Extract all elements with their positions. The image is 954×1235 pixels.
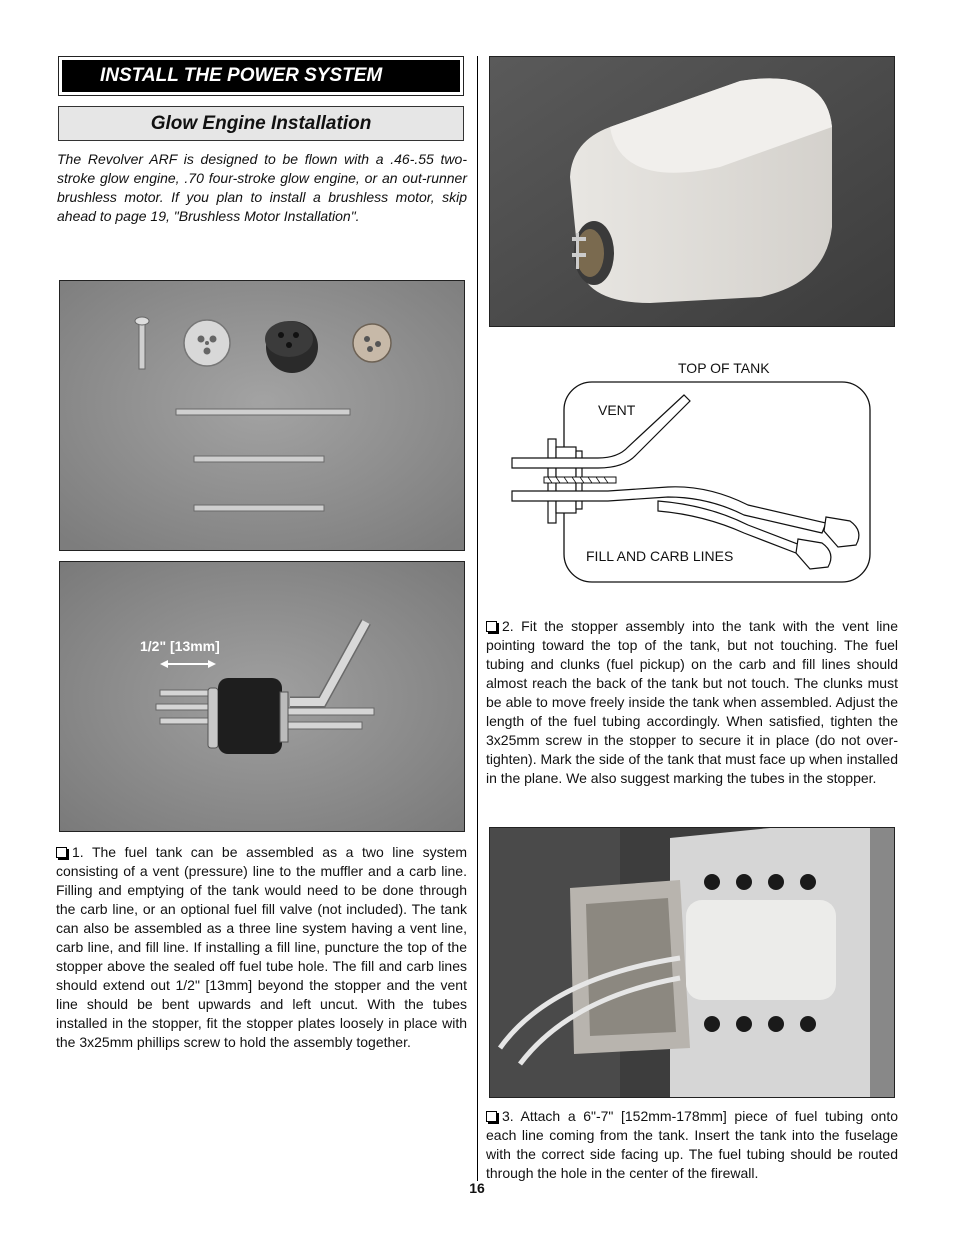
tank-in-fuselage-icon <box>686 900 836 1000</box>
step-1-checkbox[interactable] <box>56 847 67 858</box>
section-title: INSTALL THE POWER SYSTEM <box>62 60 460 92</box>
diagram-vent-label: VENT <box>598 402 636 418</box>
brass-tube-icon <box>194 505 324 511</box>
column-divider <box>477 56 478 1181</box>
measurement-label: 1/2" [13mm] <box>140 638 220 654</box>
page-number: 16 <box>469 1180 485 1196</box>
step-3-text: 3. Attach a 6"-7" [152mm-178mm] piece of fuel tubing onto each line coming from the tank. Insert the tank into the fuselage with the correct side facing up. The fuel tubing should be routed through the hole in the center of the firewall. <box>486 1108 898 1181</box>
diagram-lines-label: FILL AND CARB LINES <box>586 548 734 564</box>
clunk-icon <box>824 517 859 547</box>
step-3-checkbox[interactable] <box>486 1111 497 1122</box>
subsection-title: Glow Engine Installation <box>58 106 464 141</box>
intro-text: The Revolver ARF is designed to be flown with a .46-.55 two-stroke glow engine, .70 four-stroke glow engine, or an out-runner brushless motor. If you plan to install a brushless motor, skip ahead to page 19, "Brushless Motor Installation". <box>57 151 467 224</box>
stopper-parts-photo <box>59 280 465 551</box>
diagram-top-label: TOP OF TANK <box>678 360 770 376</box>
step-2 <box>486 617 898 788</box>
stopper-assembly-photo <box>59 561 465 832</box>
step-2-checkbox[interactable] <box>486 621 497 632</box>
step-3 <box>486 1107 898 1183</box>
step-1 <box>56 843 467 1052</box>
stopper-washer-icon <box>353 324 391 362</box>
fuel-tank-photo <box>489 56 895 327</box>
section-header <box>58 56 464 96</box>
clunk-icon <box>796 539 831 569</box>
brass-tube-icon <box>176 409 350 415</box>
step-2-text: 2. Fit the stopper assembly into the tank with the vent line pointing toward the top of the tank, but not touching. The fuel tubing and clunks (fuel pickup) on the carb and fill lines should almost reach the back of the tank but not touch. The clunks must be able to move freely inside the tank when assembled. Adjust the length of the fuel tubing accordingly. When satisfied, tighten the 3x25mm screw in the stopper to secure it in place (do not over-tighten). Mark the side of the tank that must face up when installed in the plane. We also suggest marking the tubes in the stopper. <box>486 618 898 786</box>
fuselage-photo <box>489 827 895 1098</box>
step-1-text: 1. The fuel tank can be assembled as a two line system consisting of a vent (pressure) line to the muffler and a carb line. Filling and emptying of the tank would need to be done through the carb line, or an optional fuel fill valve (not included). The tank can also be assembled as a three line system having a vent line, carb line, and fill line. If installing a fill line, puncture the top of the stopper above the sealed off fuel tube hole. The fill and carb lines should extend out 1/2" [13mm] beyond the stopper and the vent line should be bent upwards and left uncut. With the tubes installed in the stopper, fit the stopper plates loosely in place with the 3x25mm phillips screw to hold the assembly together. <box>56 844 467 1050</box>
brass-tube-icon <box>194 456 324 462</box>
tank-diagram <box>508 355 878 587</box>
